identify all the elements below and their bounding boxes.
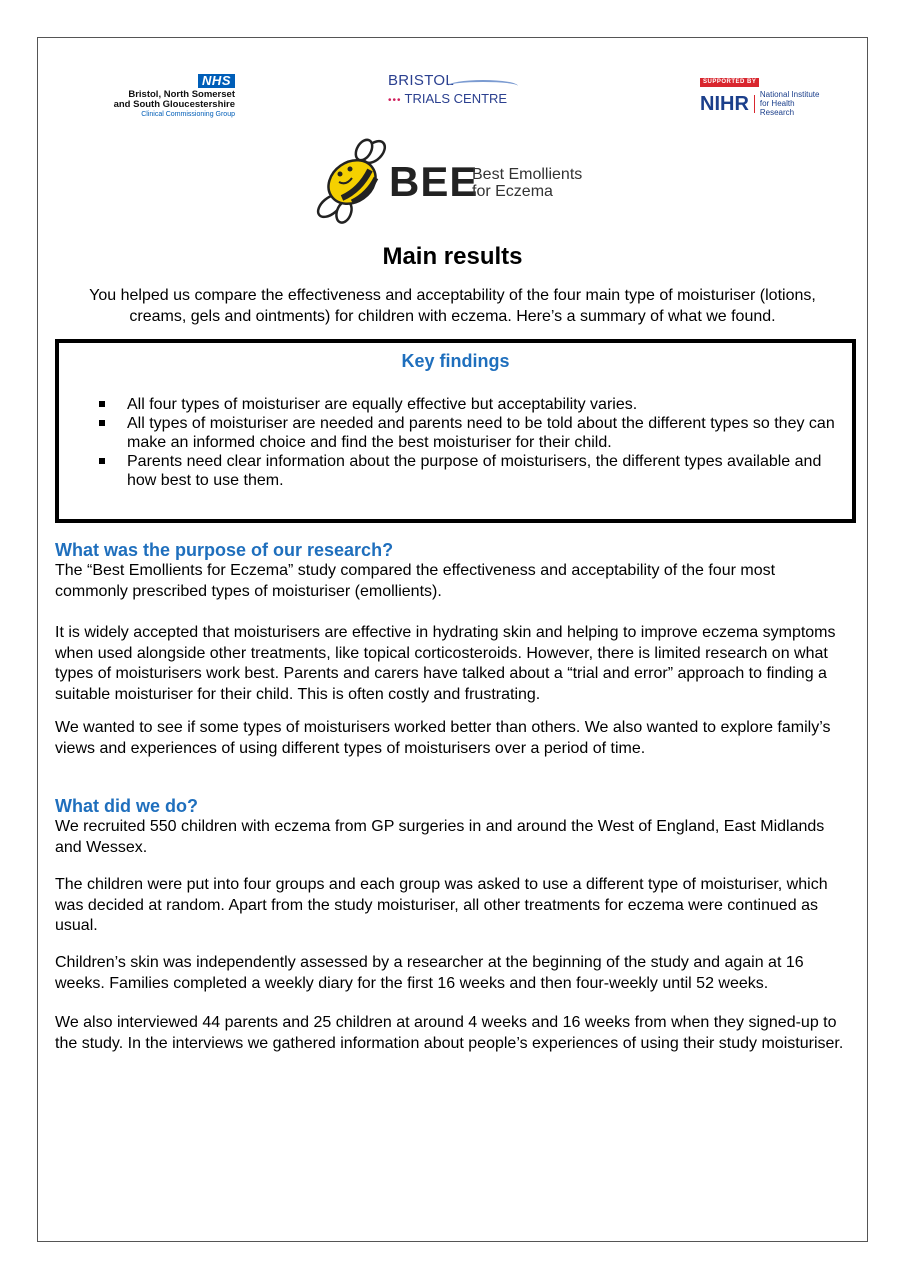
bee-tagline-2: for Eczema (472, 183, 553, 200)
key-findings-title: Key findings (401, 351, 510, 371)
nhs-badge: NHS (198, 74, 235, 88)
intro-paragraph: You helped us compare the effectiveness and acceptability of the four main type of moisturiser (lotions, creams, gels and ointments) for children with eczema. Here’s a summary of what we found. (89, 287, 816, 325)
purpose-paragraph-2: It is widely accepted that moisturisers are effective in hydrating skin and helping to improve eczema symptoms when used alongside other treatments, like topical corticosteroids. However, there is limited research on what types of moisturisers work best. Parents and carers have talked about a “trial and error” approach to finding a suitable moisturiser for their child. This is often costly and frustrating. (55, 624, 836, 703)
method-paragraph-1: We recruited 550 children with eczema from GP surgeries in and around the West of England, East Midlands and Wessex. (55, 818, 825, 856)
purpose-paragraph-1: The “Best Emollients for Eczema” study compared the effectiveness and acceptability of the four most commonly prescribed types of moisturiser (emollients). (55, 562, 776, 600)
method-paragraph-2: The children were put into four groups and each group was asked to use a different type of moisturiser, which was decided at random. Apart from the study moisturiser, all other treatments for eczema were continued as usual. (55, 876, 828, 934)
method-paragraph-3: Children’s skin was independently assessed by a researcher at the beginning of the study and again at 16 weeks. Families completed a weekly diary for the first 16 weeks and then four-weekly until 52 weeks. (55, 954, 804, 992)
method-paragraph-4: We also interviewed 44 parents and 25 children at around 4 weeks and 16 weeks from when they signed-up to the study. In the interviews we gathered information about people’s experiences of using their study moisturiser. (55, 1014, 844, 1052)
btc-line-2: TRIALS CENTRE (404, 91, 508, 106)
bee-wordmark: BEE (389, 158, 479, 205)
section-heading-purpose: What was the purpose of our research? (55, 540, 394, 560)
nihr-word: NIHR (700, 92, 749, 115)
page-title: Main results (382, 243, 523, 270)
nihr-main (700, 90, 830, 117)
btc-line-2-wrap (388, 91, 528, 109)
nhs-line-2: and South Gloucestershire (113, 99, 235, 110)
nihr-supported-badge: SUPPORTED BY (700, 78, 759, 87)
nihr-name (760, 90, 830, 117)
nhs-line-3: Clinical Commissioning Group (141, 111, 235, 118)
key-finding-item: All types of moisturiser are needed and parents need to be told about the different types so they can make an informed choice and find the best moisturiser for their child. (97, 414, 837, 452)
swoosh-icon (448, 80, 518, 92)
key-finding-item: Parents need clear information about the purpose of moisturisers, the different types available and how best to use them. (97, 452, 837, 490)
bee-tagline (472, 166, 582, 200)
dots-icon: ••• (388, 95, 402, 106)
bee-tagline-1: Best Emollients (472, 166, 583, 183)
key-findings-box (55, 339, 856, 523)
section-heading-method: What did we do? (55, 796, 198, 816)
btc-line-1: BRISTOL (388, 72, 455, 89)
bee-icon (312, 136, 392, 226)
purpose-paragraph-3: We wanted to see if some types of moisturisers worked better than others. We also wanted to explore family’s views and experiences of using different types of moisturisers over a period of time. (55, 719, 831, 757)
nihr-name-1: National Institute (759, 90, 820, 99)
nhs-line-1: Bristol, North Somerset (128, 89, 235, 100)
bristol-trials-centre-logo (388, 72, 528, 112)
nhs-ccg-logo (95, 72, 235, 116)
nihr-divider (754, 95, 755, 113)
nihr-name-2: for Health Research (759, 99, 795, 117)
bee-logo (312, 136, 592, 226)
key-finding-item: All four types of moisturiser are equally effective but acceptability varies. (97, 395, 837, 414)
key-findings-list (97, 395, 837, 490)
nihr-logo (700, 70, 830, 117)
